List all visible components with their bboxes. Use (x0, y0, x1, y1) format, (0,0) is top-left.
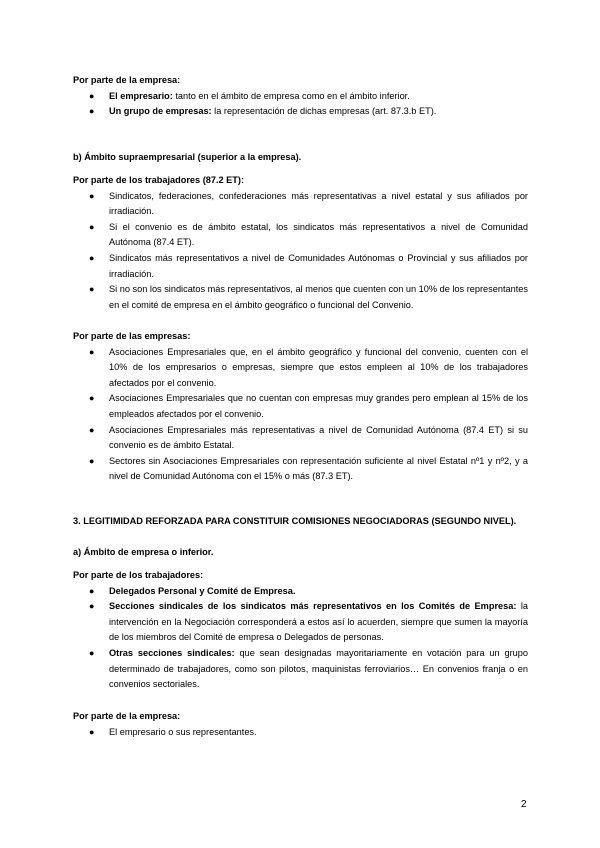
section-title-3: 3. LEGITIMIDAD REFORZADA PARA CONSTITUIR COMISIONES NEGOCIADORAS (SEGUNDO NIVEL). (73, 516, 517, 526)
bullet-icon: ● (89, 601, 95, 612)
list-item: ● Asociaciones Empresariales que, en el ámbito geográfico y funcional del convenio, cuenten con el 10% de los empresarios o empresas, siempre que estos empleen al 10% de los trabajadores afectados por el convenio. (89, 346, 528, 388)
list-item: ● Sindicatos más representativos a nivel de Comunidades Autónomas o Provincial y sus afiliados por irradiación. (89, 252, 528, 279)
bullet-icon: ● (89, 424, 95, 435)
list-item: ● Un grupo de empresas: la representación de dichas empresas (art. 87.3.b ET). (73, 104, 528, 120)
list-item: ● Sindicatos, federaciones, confederaciones más representativas a nivel estatal y sus afiliados por irradiación. (89, 190, 528, 217)
bullet-icon: ● (89, 221, 95, 232)
list-item: ● El empresario o sus representantes. (73, 725, 528, 741)
bullet-icon: ● (89, 393, 95, 404)
heading-empresa-1: Por parte de la empresa: (73, 75, 181, 85)
list-item: ● Si el convenio es de ámbito estatal, los sindicatos más representativos a nivel de Comunidad Autónoma (87.4 ET). (89, 221, 528, 248)
list-item: ● El empresario: tanto en el ámbito de empresa como en el ámbito inferior. (73, 89, 528, 105)
list-empresas-b (73, 345, 528, 485)
bullet-icon: ● (89, 252, 95, 263)
list-item: ● Asociaciones Empresariales que no cuentan con empresas muy grandes pero emplean al 15% de los empleados afectados por el convenio. (89, 393, 528, 419)
heading-trabajadores-a: Por parte de los trabajadores: (73, 570, 204, 580)
section-3-title (73, 514, 528, 530)
section-a-title (73, 545, 528, 561)
heading-empresa-2: Por parte de la empresa: (73, 711, 181, 721)
list-trabajadores-b (73, 189, 528, 314)
subsection-title-b: b) Ámbito supraempresarial (superior a la empresa). (73, 152, 302, 162)
list-item: ● Asociaciones Empresariales más representativas a nivel de Comunidad Autónoma (87.4 ET) si su convenio es de ámbito Estatal. (89, 424, 528, 451)
section-trabajadores-a (73, 568, 528, 693)
bullet-icon: ● (89, 585, 95, 596)
list-trabajadores-a (73, 584, 528, 693)
list-item: ● Delegados Personal y Comité de Empresa. (73, 584, 528, 600)
subsection-title-a: a) Ámbito de empresa o inferior. (73, 547, 214, 557)
heading-empresas-b: Por parte de las empresas: (73, 331, 191, 341)
list-item: ● Secciones sindicales de los sindicatos más representativos en los Comités de Empresa: la intervención en la Negociación corresponderá a estos así lo acuerden, siempre que sumen la mayoría de los miembros del Comité de empresa o Delegados de personas. (89, 601, 528, 643)
section-empresas-b (73, 329, 528, 485)
list-empresa-2 (73, 725, 528, 741)
list-item: ● Si no son los sindicatos más representativos, al menos que cuenten con un 10% de los representantes en el comité de empresa en el ámbito geográfico o funcional del Convenio. (89, 284, 528, 310)
bullet-icon: ● (89, 284, 95, 295)
list-empresa-1 (73, 89, 528, 120)
list-item: ● Otras secciones sindicales: que sean designadas mayoritariamente en votación para un grupo determinado de trabajadores, como son pilotos, maquinistas ferroviarios… En convenios franja o en convenios sectoriales. (89, 647, 528, 690)
heading-trabajadores-b: Por parte de los trabajadores (87.2 ET): (73, 175, 245, 185)
section-b-title (73, 150, 528, 166)
bullet-icon: ● (89, 647, 95, 658)
section-empresa-2 (73, 709, 528, 740)
bullet-icon: ● (89, 190, 95, 201)
bullet-icon: ● (89, 90, 95, 101)
bullet-icon: ● (89, 455, 95, 466)
bullet-icon: ● (89, 726, 95, 737)
list-item: ● Sectores sin Asociaciones Empresariales con representación suficiente al nivel Estatal nº1 y nº2, y a nivel de Comunidad Autónoma con el 15% o más (87.3 ET). (89, 455, 528, 482)
bullet-icon: ● (89, 346, 95, 357)
section-empresa-1 (73, 73, 528, 120)
bullet-icon: ● (89, 106, 95, 117)
page-number: 2 (521, 799, 527, 810)
section-trabajadores-b (73, 173, 528, 313)
